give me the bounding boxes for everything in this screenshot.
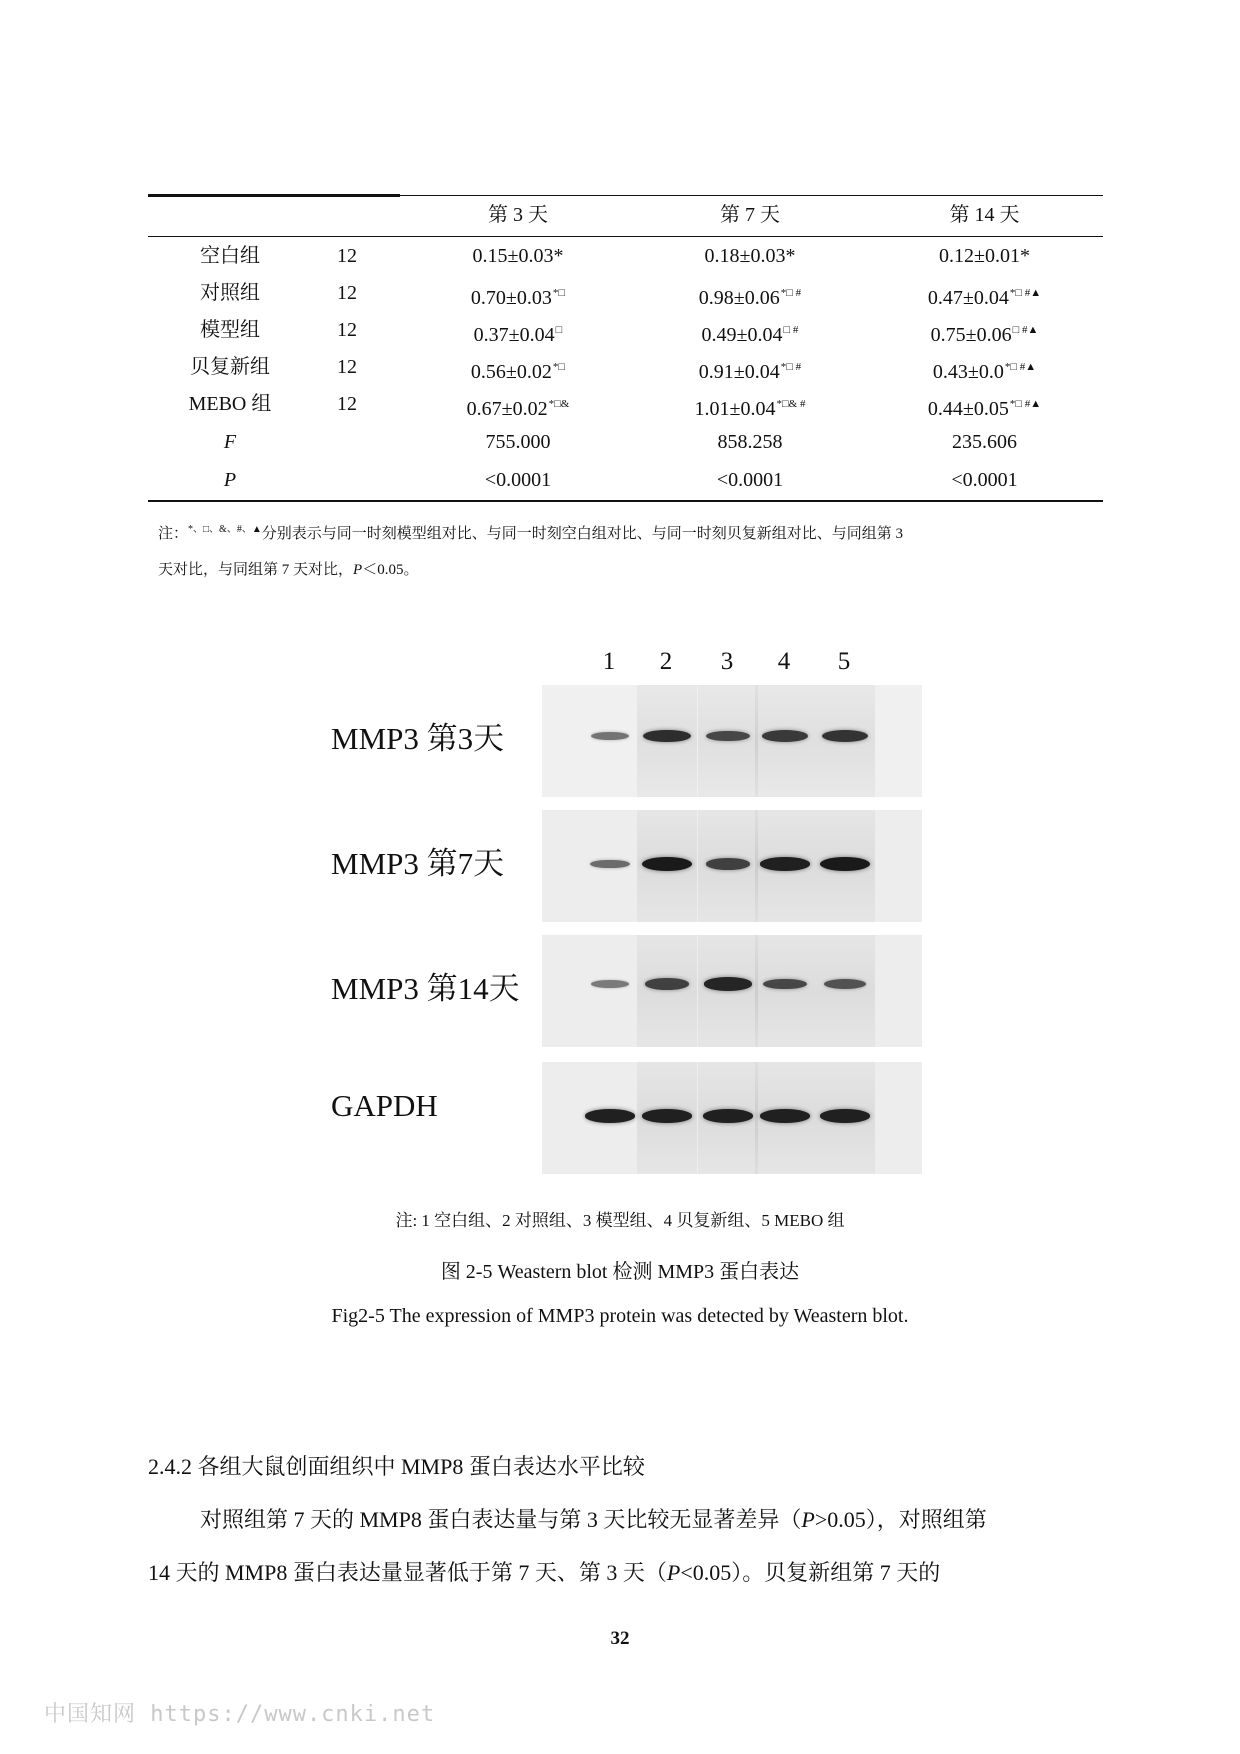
row-day7: 0.49±0.04□ # <box>701 324 799 346</box>
figure-caption-en: Fig2-5 The expression of MMP3 protein was detected by Weastern blot. <box>331 1305 909 1327</box>
lane-smear <box>815 935 875 1047</box>
row-day3: 755.000 <box>485 431 551 453</box>
blot-band <box>762 730 808 742</box>
blot-band <box>822 730 868 742</box>
lane-number: 1 <box>602 648 616 675</box>
table-row <box>148 386 1103 422</box>
row-day14: 0.44±0.05*□ #▲ <box>927 398 1042 420</box>
blot-band <box>820 857 870 871</box>
lane-number: 4 <box>777 648 791 675</box>
blot-band <box>642 1109 691 1123</box>
header-day3: 第 3 天 <box>488 204 548 226</box>
row-day7: 0.98±0.06*□ # <box>698 287 802 309</box>
row-n: 12 <box>337 319 357 341</box>
table-header-row <box>148 197 1103 233</box>
header-day7: 第 7 天 <box>720 204 780 226</box>
lane-smear <box>698 935 758 1047</box>
lane-smear <box>755 935 815 1047</box>
blot-label: MMP3 第7天 <box>331 846 505 881</box>
row-day3: 0.67±0.02*□& <box>466 398 570 420</box>
row-day7: 0.91±0.04*□ # <box>698 361 802 383</box>
blot-band <box>706 858 751 869</box>
row-day3: 0.70±0.03*□ <box>470 287 566 309</box>
row-day14: 0.75±0.06□ #▲ <box>930 324 1039 346</box>
row-group: 对照组 <box>200 282 260 304</box>
blot-band <box>704 977 752 990</box>
watermark: 中国知网 https://www.cnki.net <box>44 1702 436 1727</box>
row-day14: 0.12±0.01* <box>939 245 1030 267</box>
paragraph-line: 14 天的 MMP8 蛋白表达量显著低于第 7 天、第 3 天（P<0.05）。贝复新组第 7 天的 <box>148 1560 941 1585</box>
blot-band <box>820 1109 869 1123</box>
row-n: 12 <box>337 356 357 378</box>
table-bottom-rule <box>148 500 1103 502</box>
figure-caption-cn: 图 2-5 Weastern blot 检测 MMP3 蛋白表达 <box>440 1261 800 1283</box>
row-day3: 0.15±0.03* <box>472 245 564 267</box>
row-day14: 235.606 <box>952 431 1017 453</box>
row-day3: 0.56±0.02*□ <box>470 361 566 383</box>
row-day7: 0.18±0.03* <box>704 245 796 267</box>
blot-label: MMP3 第14天 <box>331 971 520 1006</box>
blot-band <box>703 1109 752 1123</box>
row-day3: <0.0001 <box>484 469 552 491</box>
blot-band <box>643 730 690 743</box>
row-n: 12 <box>337 282 357 304</box>
blot-label: GAPDH <box>331 1088 438 1123</box>
table-row <box>148 238 1103 274</box>
row-n: 12 <box>337 245 357 267</box>
row-day7: 1.01±0.04*□& # <box>694 398 806 420</box>
table-row <box>148 349 1103 385</box>
blot-panel <box>542 810 922 922</box>
blot-band <box>590 860 629 869</box>
blot-panel <box>542 935 922 1047</box>
row-n: 12 <box>337 393 357 415</box>
blot-band <box>585 1109 634 1123</box>
blot-panel <box>542 685 922 797</box>
lane-number: 5 <box>837 648 851 675</box>
row-group: 模型组 <box>200 319 260 341</box>
row-day7: <0.0001 <box>716 469 784 491</box>
figure-note: 注: 1 空白组、2 对照组、3 模型组、4 贝复新组、5 MEBO 组 <box>395 1211 845 1230</box>
blot-band <box>824 979 866 989</box>
row-group: 贝复新组 <box>190 356 270 378</box>
table-header-rule <box>148 236 1103 237</box>
blot-panel <box>542 1062 922 1174</box>
paragraph-line: 对照组第 7 天的 MMP8 蛋白表达量与第 3 天比较无显著差异（P>0.05），对照组第 <box>200 1507 987 1532</box>
row-label: F <box>223 431 237 453</box>
blot-band <box>642 857 692 871</box>
lane-smear <box>637 935 697 1047</box>
section-heading: 2.4.2 各组大鼠创面组织中 MMP8 蛋白表达水平比较 <box>148 1454 645 1479</box>
blot-band <box>760 857 809 871</box>
blot-label: MMP3 第3天 <box>331 721 505 756</box>
row-label: P <box>223 469 237 491</box>
row-day7: 858.258 <box>717 431 783 453</box>
header-day14: 第 14 天 <box>949 204 1020 226</box>
row-day14: 0.43±0.0*□ #▲ <box>932 361 1037 383</box>
table-note: 注：*、□、&、#、▲分别表示与同一时刻模型组对比、与同一时刻空白组对比、与同一时刻贝复新组对比、与同组第 3 天对比，与同组第 7 天对比，P＜0.05。 <box>158 524 903 578</box>
blot-band <box>591 980 628 988</box>
lane-number: 2 <box>659 648 673 675</box>
lane-number: 3 <box>720 648 734 675</box>
table-row-p <box>148 462 1103 498</box>
blot-band <box>645 978 690 989</box>
blot-band <box>591 732 629 740</box>
table-row-f <box>148 424 1103 460</box>
row-day14: <0.0001 <box>951 469 1018 491</box>
blot-band <box>760 1109 809 1123</box>
row-group: MEBO 组 <box>188 393 272 415</box>
table-row <box>148 312 1103 348</box>
row-day3: 0.37±0.04□ <box>473 324 563 346</box>
row-group: 空白组 <box>200 245 260 267</box>
table-top-rule-thin <box>400 195 1103 196</box>
table-row <box>148 275 1103 311</box>
row-day14: 0.47±0.04*□ #▲ <box>927 287 1042 309</box>
page-number: 32 <box>610 1628 630 1649</box>
